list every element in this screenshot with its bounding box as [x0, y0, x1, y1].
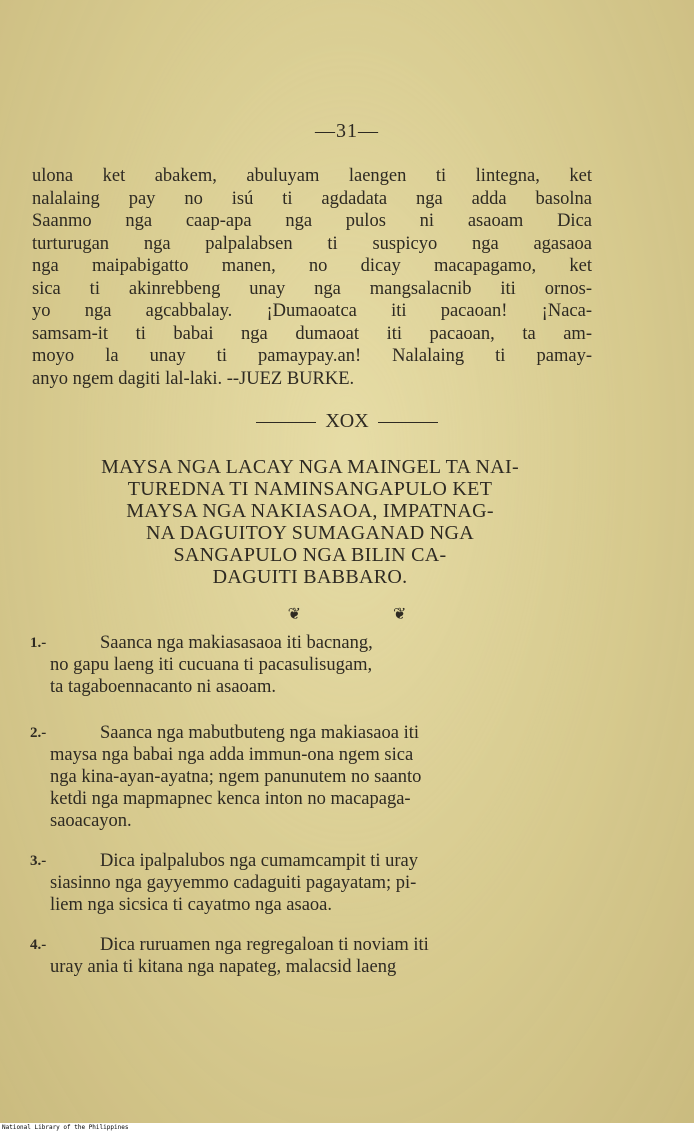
- text-line: sica ti akinrebbeng unay nga mangsalacnib iti ornos-: [32, 278, 592, 299]
- text-line: Saanmo nga caap-apa nga pulos ni asaoam Dica: [32, 211, 592, 231]
- heading-line: MAYSA NGA NAKIASAOA, IMPATNAG-: [126, 500, 494, 522]
- intro-paragraph: [32, 165, 592, 390]
- item-line: uray ania ti kitana nga napateg, malacsid laeng: [50, 957, 397, 977]
- list-item: [30, 722, 580, 832]
- item-line: Dica ipalpalubos nga cumamcampit ti uray: [100, 851, 418, 871]
- heading-line: SANGAPULO NGA BILIN CA-: [173, 544, 447, 566]
- item-line: no gapu laeng iti cucuana ti pacasulisugam,: [50, 655, 373, 675]
- text-line: yo nga agcabbalay. ¡Dumaoatca iti pacaoan! ¡Naca-: [32, 301, 592, 321]
- item-line: liem nga sicsica ti cayatmo nga asaoa.: [50, 895, 333, 915]
- section-heading: [30, 456, 590, 588]
- library-footer: National Library of the Philippines: [0, 1123, 694, 1133]
- item-line: siasinno nga gayyemmo cadaguiti pagayatam; pi-: [50, 873, 417, 893]
- item-line: nga kina-ayan-ayatna; ngem panunutem no saanto: [50, 767, 422, 787]
- text-line: turturugan nga palpalabsen ti suspicyo nga agasaoa: [32, 233, 592, 254]
- text-line: samsam-it ti babai nga dumaoat iti pacaoan, ta am-: [32, 323, 592, 344]
- item-line: Dica ruruamen nga regregaloan ti noviam iti: [100, 935, 429, 955]
- heading-line: TUREDNA TI NAMINSANGAPULO KET: [127, 478, 493, 500]
- list-item: [30, 934, 580, 978]
- fleuron-icon: ❦: [393, 606, 407, 623]
- separator-line-right: [378, 422, 438, 423]
- ornament-row: [0, 604, 694, 624]
- item-line: Saanca nga mabutbuteng nga makiasaoa iti: [100, 723, 420, 743]
- item-line: ketdi nga mapmapnec kenca inton no macapaga-: [50, 789, 411, 809]
- item-number: 3.-: [30, 853, 47, 869]
- separator-line-left: [256, 422, 316, 423]
- heading-line: MAYSA NGA LACAY NGA MAINGEL TA NAI-: [101, 456, 519, 478]
- text-line: nga maipabigatto manen, no dicay macapagamo, ket: [32, 256, 592, 276]
- heading-line: NA DAGUITOY SUMAGANAD NGA: [145, 522, 475, 544]
- separator-text: XOX: [325, 410, 369, 432]
- item-number: 2.-: [30, 725, 47, 741]
- page-number: —31—: [315, 120, 379, 142]
- item-line: maysa nga babai nga adda immun-ona ngem sica: [50, 745, 414, 765]
- text-line: moyo la unay ti pamaypay.an! Nalalaing ti pamay-: [32, 346, 592, 366]
- item-line: ta tagaboennacanto ni asaoam.: [50, 677, 277, 697]
- item-number: 1.-: [30, 635, 47, 651]
- item-number: 4.-: [30, 937, 47, 953]
- text-line: anyo ngem dagiti lal-laki. --JUEZ BURKE.: [32, 368, 355, 389]
- list-item: [30, 632, 580, 698]
- text-line: nalalaing pay no isú ti agdadata nga adda basolna: [32, 188, 592, 209]
- list-item: [30, 850, 580, 916]
- item-line: saoacayon.: [50, 811, 132, 831]
- text-line: ulona ket abakem, abuluyam laengen ti lintegna, ket: [32, 166, 592, 186]
- heading-line: DAGUITI BABBARO.: [212, 566, 408, 588]
- section-separator: [0, 410, 694, 433]
- item-line: Saanca nga makiasasaoa iti bacnang,: [100, 633, 373, 653]
- fleuron-icon: ❦: [287, 606, 301, 623]
